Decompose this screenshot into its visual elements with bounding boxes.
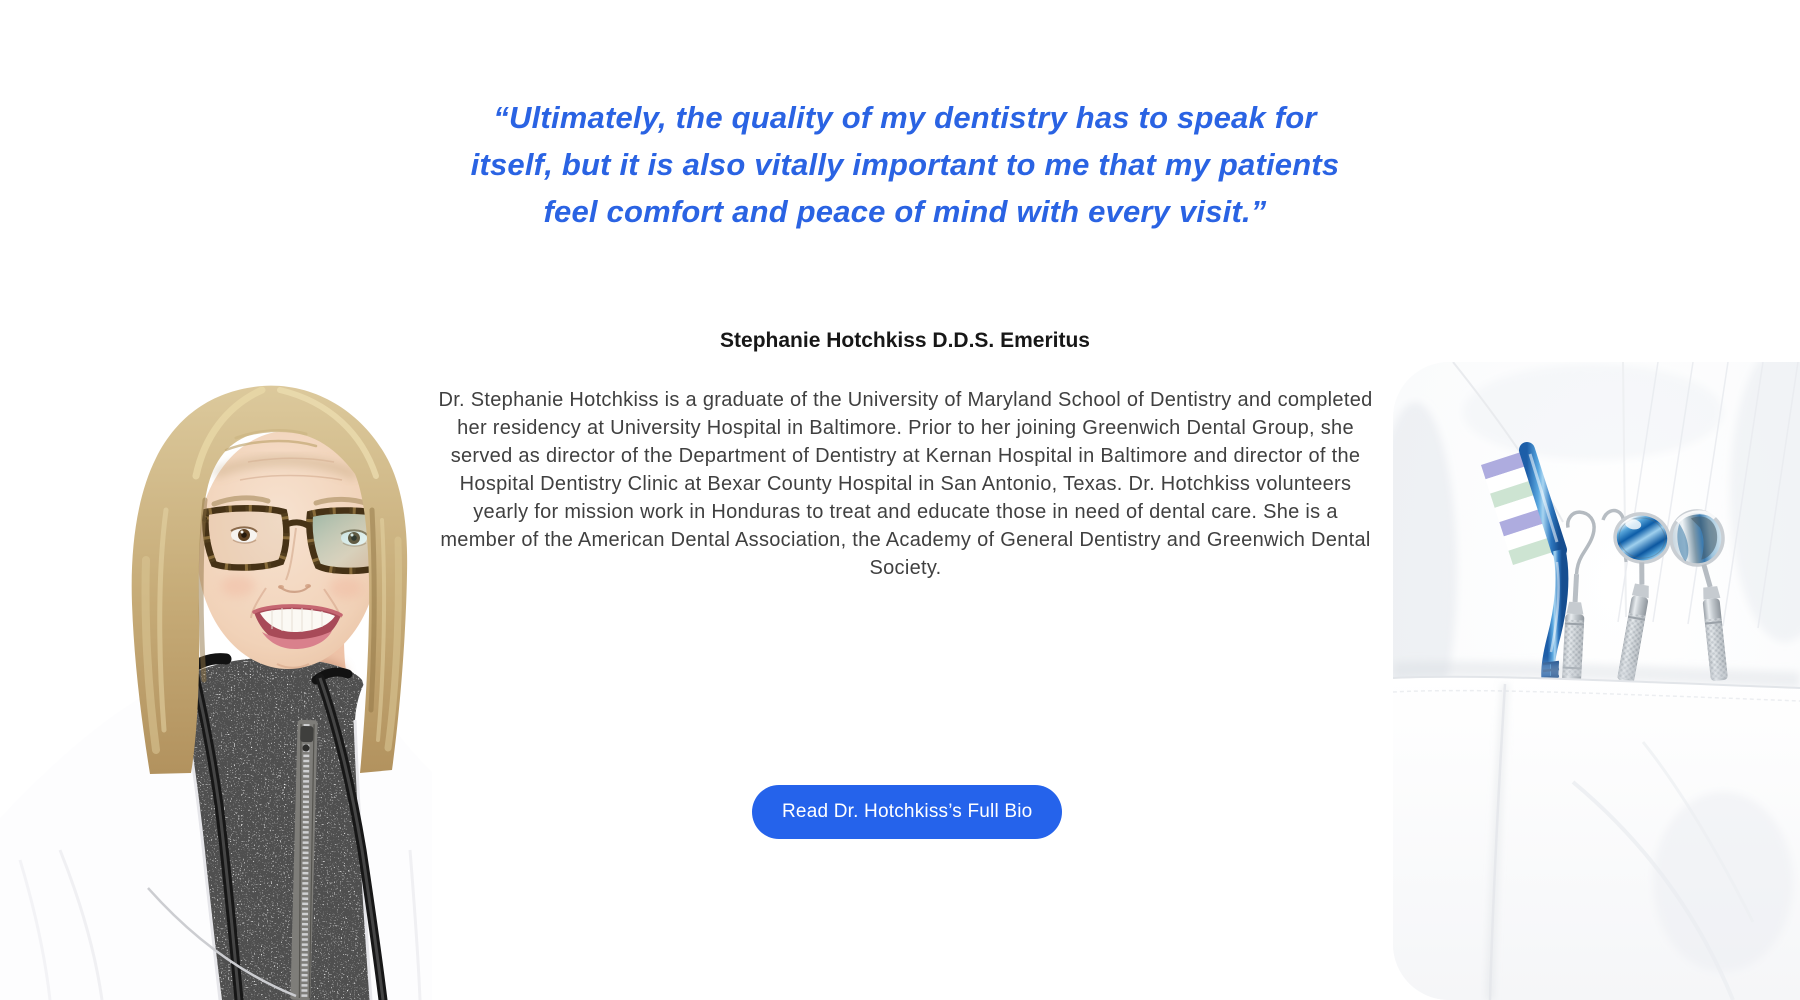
quote-line-2: itself, but it is also vitally important to me that my patients	[470, 147, 1340, 182]
doctor-bio-paragraph: Dr. Stephanie Hotchkiss is a graduate of the University of Maryland School of Dentistry and completed her residency at University Hospital in Baltimore. Prior to her joining Greenwich Dental Group, she served as director of the Department of Dentistry at Kernan Hospital in Baltimore and director of the Hospital Dentistry Clinic at Bexar County Hospital in San Antonio, Texas. Dr. Hotchkiss volunteers yearly for mission work in Honduras to treat and educate those in need of dental care. She is a member of the American Dental Association, the Academy of General Dentistry and Greenwich Dental Society.	[438, 389, 1373, 579]
dental-tools-illustration	[1393, 362, 1800, 1000]
coat-pocket	[1393, 661, 1800, 1000]
doctor-name-heading: Stephanie Hotchkiss D.D.S. Emeritus	[720, 329, 1090, 352]
read-full-bio-button[interactable]: Read Dr. Hotchkiss’s Full Bio	[752, 785, 1062, 839]
testimonial-quote	[300, 94, 1510, 235]
dental-tools-photo	[1393, 362, 1800, 1000]
quote-line-3: feel comfort and peace of mind with every visit.”	[543, 194, 1267, 229]
doctor-portrait-photo	[0, 380, 432, 1000]
doctor-portrait-illustration	[0, 380, 432, 1000]
quote-line-1: “Ultimately, the quality of my dentistry has to speak for	[493, 100, 1317, 135]
